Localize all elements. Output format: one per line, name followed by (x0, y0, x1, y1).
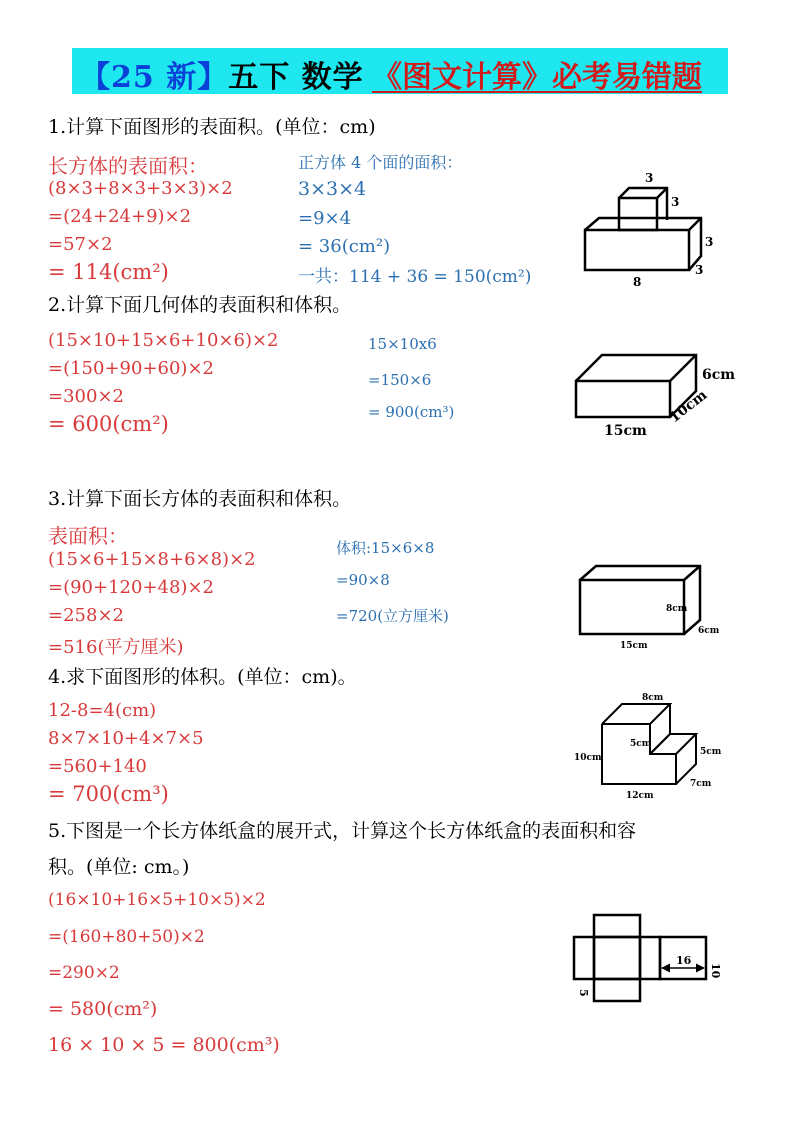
q2-blue-line-2: =150×6 (368, 371, 432, 389)
title-bracket-close: 】 (197, 60, 229, 95)
q2-red-line-4: = 600(cm²) (48, 412, 169, 436)
q1-blue-line-3: =9×4 (298, 208, 352, 229)
q2-fig-label-length: 15cm (604, 423, 647, 439)
q3-figure (574, 560, 724, 656)
q1-fig-label-box-length: 8 (633, 275, 642, 289)
q1-figure (575, 168, 725, 292)
q2-blue-line-3: = 900(cm³) (368, 403, 455, 421)
q1-fig-label-cube-side: 3 (671, 195, 680, 209)
q4-fig-label-height: 10cm (574, 753, 602, 763)
q3-red-line-4: =258×2 (48, 605, 124, 626)
q1-red-line-5: = 114(cm²) (48, 260, 169, 284)
title-grade: 五下 数学 (228, 60, 364, 95)
q3-blue-line-3: =720(立方厘米) (336, 607, 449, 625)
q2-red-line-2: =(150+90+60)×2 (48, 358, 214, 379)
title-tag: 25 新 (111, 60, 198, 95)
q5-red-line-5: 16 × 10 × 5 = 800(cm³) (48, 1034, 280, 1056)
q1-blue-line-1: 正方体 4 个面的面积： (298, 153, 463, 172)
q2-blue-line-1: 15×10x6 (368, 335, 437, 353)
q3-red-line-5: =516(平方厘米) (48, 637, 184, 658)
q1-fig-label-box-depth: 3 (695, 263, 704, 277)
q5-red-line-4: = 580(cm²) (48, 998, 158, 1020)
q5-red-line-2: =(160+80+50)×2 (48, 927, 205, 947)
q4-question: 4.求下面图形的体积。(单位：cm)。 (48, 666, 357, 688)
q5-figure (566, 905, 726, 1015)
title-bracket-open: 【 (80, 60, 111, 95)
q5-red-line-3: =290×2 (48, 963, 120, 983)
q1-question: 1.计算下面图形的表面积。(单位：cm) (48, 116, 376, 138)
q3-red-line-1: 表面积： (48, 524, 128, 548)
q1-blue-line-4: = 36(cm²) (298, 236, 391, 257)
q4-red-line-1: 12-8=4(cm) (48, 700, 157, 721)
q3-blue-line-1: 体积:15×6×8 (336, 539, 435, 557)
q5-question-line-2: 积。(单位: cm。) (48, 856, 190, 878)
q4-figure (570, 688, 750, 806)
q2-fig-label-height: 6cm (702, 367, 736, 383)
q1-red-line-1: 长方体的表面积： (48, 154, 208, 178)
q4-red-line-3: =560+140 (48, 756, 147, 777)
q2-fig-label-width: 10cm (666, 387, 711, 427)
q2-red-line-1: (15×10+15×6+10×6)×2 (48, 330, 279, 351)
q5-fig-label-height: 5 (577, 989, 590, 997)
q1-blue-line-2: 3×3×4 (298, 178, 367, 200)
q4-red-line-4: = 700(cm³) (48, 782, 169, 806)
q3-red-line-3: =(90+120+48)×2 (48, 577, 214, 598)
q3-fig-label-width: 6cm (698, 626, 720, 636)
q1-red-line-3: =(24+24+9)×2 (48, 206, 192, 227)
q4-fig-label-depth: 7cm (690, 779, 712, 789)
q4-fig-label-right: 5cm (700, 747, 722, 757)
q1-red-line-2: (8×3+8×3+3×3)×2 (48, 178, 233, 199)
q3-fig-label-height: 8cm (666, 604, 688, 614)
q5-question-line-1: 5.下图是一个长方体纸盒的展开式，计算这个长方体纸盒的表面积和容 (48, 820, 637, 842)
q1-red-line-4: =57×2 (48, 234, 113, 255)
q3-blue-line-2: =90×8 (336, 571, 390, 589)
title-left (80, 52, 364, 96)
q4-red-line-2: 8×7×10+4×7×5 (48, 728, 204, 749)
q4-fig-label-top: 8cm (642, 693, 664, 703)
q2-question: 2.计算下面几何体的表面积和体积。 (48, 294, 352, 316)
q4-fig-label-inner: 5cm (630, 739, 652, 749)
q5-fig-label-width: 10 (709, 963, 722, 979)
q1-fig-label-top: 3 (645, 171, 654, 185)
q1-blue-line-5: 一共：114 + 36 = 150(cm²) (298, 267, 532, 287)
q5-red-line-1: (16×10+16×5+10×5)×2 (48, 890, 266, 910)
q4-fig-label-length: 12cm (626, 791, 654, 801)
q1-fig-label-box-height: 3 (705, 235, 714, 249)
q5-fig-label-length: 16 (676, 954, 692, 967)
q3-fig-label-length: 15cm (620, 641, 648, 651)
q2-red-line-3: =300×2 (48, 386, 124, 407)
q3-red-line-2: (15×6+15×8+6×8)×2 (48, 549, 256, 570)
q3-question: 3.计算下面长方体的表面积和体积。 (48, 488, 352, 510)
title-subject: 《图文计算》必考易错题 (372, 60, 702, 95)
q2-figure (570, 345, 740, 445)
